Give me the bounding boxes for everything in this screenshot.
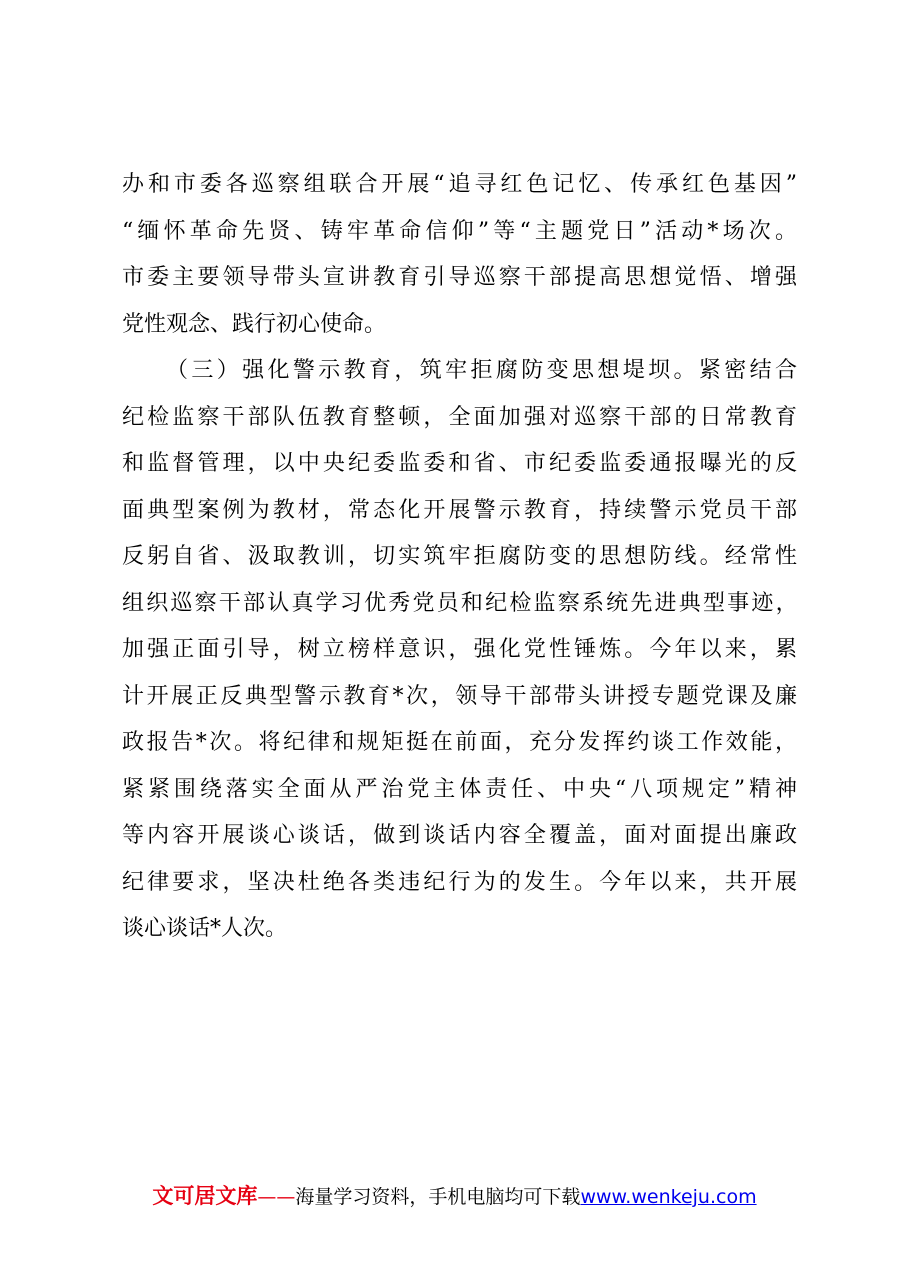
- text-line: 反躬自省、汲取教训，切实筑牢拒腐防变的思想防线。经常性: [122, 544, 797, 569]
- footer-slogan: 海量学习资料，手机电脑均可下载: [295, 1186, 581, 1208]
- text-line: “缅怀革命先贤、铸牢革命信仰”等“主题党日”活动*场次。: [122, 218, 797, 244]
- site-link[interactable]: www.wenkeju.com: [580, 1186, 757, 1208]
- text-line: 政报告*次。将纪律和规矩挺在前面，充分发挥约谈工作效能，: [122, 730, 797, 755]
- text-line: 计开展正反典型警示教育*次，领导干部带头讲授专题党课及廉: [122, 683, 797, 709]
- footer-dash: ——: [257, 1186, 296, 1208]
- brand-name: 文可居文库: [152, 1184, 258, 1208]
- body-text: [122, 162, 797, 953]
- text-line: 办和市委各巡察组联合开展“追寻红色记忆、传承红色基因”: [122, 172, 797, 197]
- text-line: 和监督管理，以中央纪委监委和省、市纪委监委通报曝光的反: [122, 451, 797, 476]
- text-line: 纪检监察干部队伍教育整顿，全面加强对巡察干部的日常教育: [122, 404, 797, 430]
- text-line: 组织巡察干部认真学习优秀党员和纪检监察系统先进典型事迹，: [122, 590, 797, 616]
- text-line: 市委主要领导带头宣讲教育引导巡察干部提高思想觉悟、增强: [122, 265, 797, 290]
- text-line: 加强正面引导，树立榜样意识，强化党性锤炼。今年以来，累: [122, 637, 797, 662]
- text-line: 党性观念、践行初心使命。: [122, 311, 387, 337]
- text-line: 纪律要求，坚决杜绝各类违纪行为的发生。今年以来，共开展: [122, 869, 797, 895]
- footer-banner: [0, 1182, 909, 1211]
- section-heading-line: （三）强化警示教育，筑牢拒腐防变思想堤坝。紧密结合: [166, 358, 797, 383]
- text-line: 面典型案例为教材，常态化开展警示教育，持续警示党员干部: [122, 497, 797, 523]
- text-line: 紧紧围绕落实全面从严治党主体责任、中央“八项规定”精神: [122, 776, 797, 802]
- text-line: 等内容开展谈心谈话，做到谈话内容全覆盖，面对面提出廉政: [122, 823, 797, 848]
- text-line: 谈心谈话*人次。: [122, 916, 288, 941]
